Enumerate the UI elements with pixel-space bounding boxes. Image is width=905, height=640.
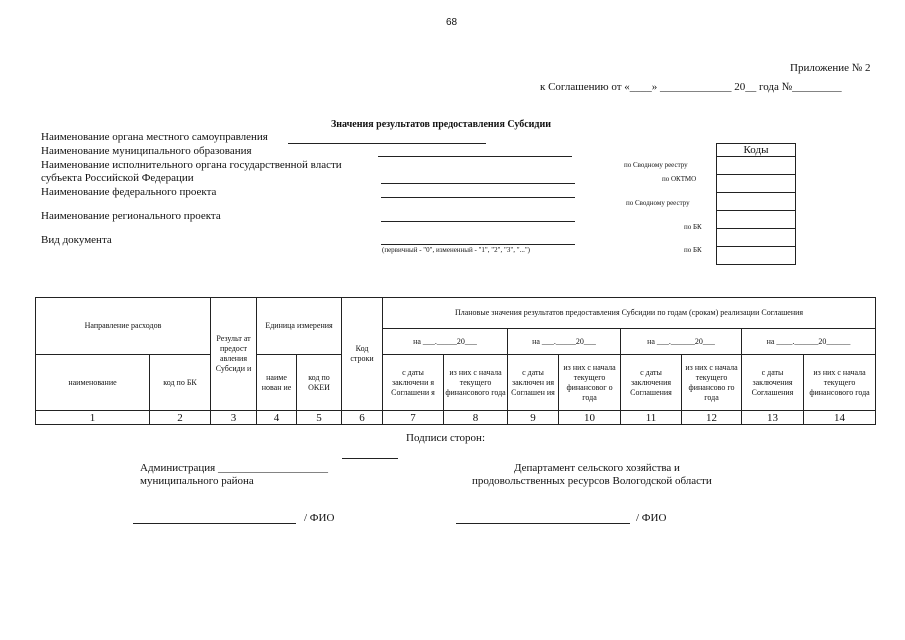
- signature-left-fio: / ФИО: [304, 512, 335, 524]
- header-unit-name: наиме нован ие: [257, 355, 297, 411]
- field-doc-type-line: [381, 244, 575, 245]
- document-title: Значения результатов предоставления Субсидии: [331, 119, 551, 130]
- column-number: 10: [559, 411, 621, 425]
- header-since-signing: с даты заключения Соглашения: [742, 355, 804, 411]
- code-cell: [717, 193, 796, 211]
- signatures-divider: [342, 458, 398, 459]
- code-cell: [717, 247, 796, 265]
- signature-right-org: Департамент сельского хозяйства и: [514, 462, 680, 474]
- header-since-year-start: из них с начала текущего финансовог о года: [559, 355, 621, 411]
- field-executive-body-line: [381, 183, 575, 184]
- column-number: 3: [211, 411, 257, 425]
- header-name: наименование: [36, 355, 150, 411]
- header-since-signing: с даты заключения Соглашения: [621, 355, 682, 411]
- field-executive-body-cont: субъекта Российской Федерации: [41, 172, 194, 184]
- field-local-gov: Наименование органа местного самоуправления: [41, 131, 268, 143]
- column-number: 7: [383, 411, 444, 425]
- column-number: 13: [742, 411, 804, 425]
- period-2: на ___._____20___: [508, 329, 621, 355]
- column-number: 8: [444, 411, 508, 425]
- column-number: 12: [682, 411, 742, 425]
- field-local-gov-line: [288, 143, 486, 144]
- period-4: на ____.______20______: [742, 329, 876, 355]
- code-cell: [717, 157, 796, 175]
- header-row-code: Код строки: [342, 298, 383, 411]
- column-number: 1: [36, 411, 150, 425]
- field-federal-project: Наименование федерального проекта: [41, 186, 217, 198]
- code-label-oktmo: по ОКТМО: [662, 175, 697, 183]
- code-label-bk-1: по БК: [684, 223, 702, 231]
- header-since-signing: с даты заключени я Соглашени я: [383, 355, 444, 411]
- column-number: 14: [804, 411, 876, 425]
- header-unit: Единица измерения: [257, 298, 342, 355]
- code-cell: [717, 175, 796, 193]
- column-number: 5: [297, 411, 342, 425]
- signature-left-line: [133, 523, 296, 524]
- codes-table: [716, 143, 796, 265]
- column-number: 9: [508, 411, 559, 425]
- header-okei: код по ОКЕИ: [297, 355, 342, 411]
- period-3: на ___.______20___: [621, 329, 742, 355]
- header-kbk: код по БК: [150, 355, 211, 411]
- header-since-year-start: из них с начала текущего финансового года: [444, 355, 508, 411]
- results-table: [35, 297, 876, 425]
- field-doc-type-hint: (первичный - "0", измененный - "1", "2", "3", "..."): [382, 246, 531, 254]
- header-since-signing: с даты заключен ия Соглашен ия: [508, 355, 559, 411]
- field-regional-project: Наименование регионального проекта: [41, 210, 221, 222]
- header-since-year-start: из них с начала текущего финансово го года: [682, 355, 742, 411]
- code-cell: [717, 211, 796, 229]
- code-label-registry-2: по Сводному реестру: [626, 199, 690, 207]
- code-label-bk-2: по БК: [684, 246, 702, 254]
- code-cell: [717, 229, 796, 247]
- signature-right-line: [456, 523, 630, 524]
- field-executive-body: Наименование исполнительного органа государственной власти: [41, 159, 342, 171]
- code-label-registry-1: по Сводному реестру: [624, 161, 688, 169]
- signature-left-org: Администрация ____________________: [140, 462, 328, 474]
- codes-header: Коды: [717, 144, 796, 157]
- field-federal-project-line: [381, 197, 575, 198]
- agreement-line: к Соглашению от «____» _____________ 20__ года №_________: [540, 81, 842, 93]
- field-doc-type: Вид документа: [41, 234, 112, 246]
- signature-right-fio: / ФИО: [636, 512, 667, 524]
- signatures-title: Подписи сторон:: [406, 432, 486, 444]
- column-number: 11: [621, 411, 682, 425]
- field-regional-project-line: [381, 221, 575, 222]
- header-result: Результ ат предост авления Субсиди и: [211, 298, 257, 411]
- column-number: 4: [257, 411, 297, 425]
- header-since-year-start: из них с начала текущего финансового года: [804, 355, 876, 411]
- header-planned: Плановые значения результатов предоставления Субсидии по годам (срокам) реализации Соглашения: [383, 298, 876, 329]
- column-number: 6: [342, 411, 383, 425]
- appendix-label: Приложение № 2: [790, 62, 871, 74]
- field-municipality: Наименование муниципального образования: [41, 145, 252, 157]
- signature-right-org-cont: продовольственных ресурсов Вологодской области: [472, 475, 712, 487]
- period-1: на ___._____20___: [383, 329, 508, 355]
- field-municipality-line: [378, 156, 572, 157]
- column-number: 2: [150, 411, 211, 425]
- page-number: 68: [446, 17, 458, 28]
- signature-left-org-cont: муниципального района: [140, 475, 254, 487]
- header-direction: Направление расходов: [36, 298, 211, 355]
